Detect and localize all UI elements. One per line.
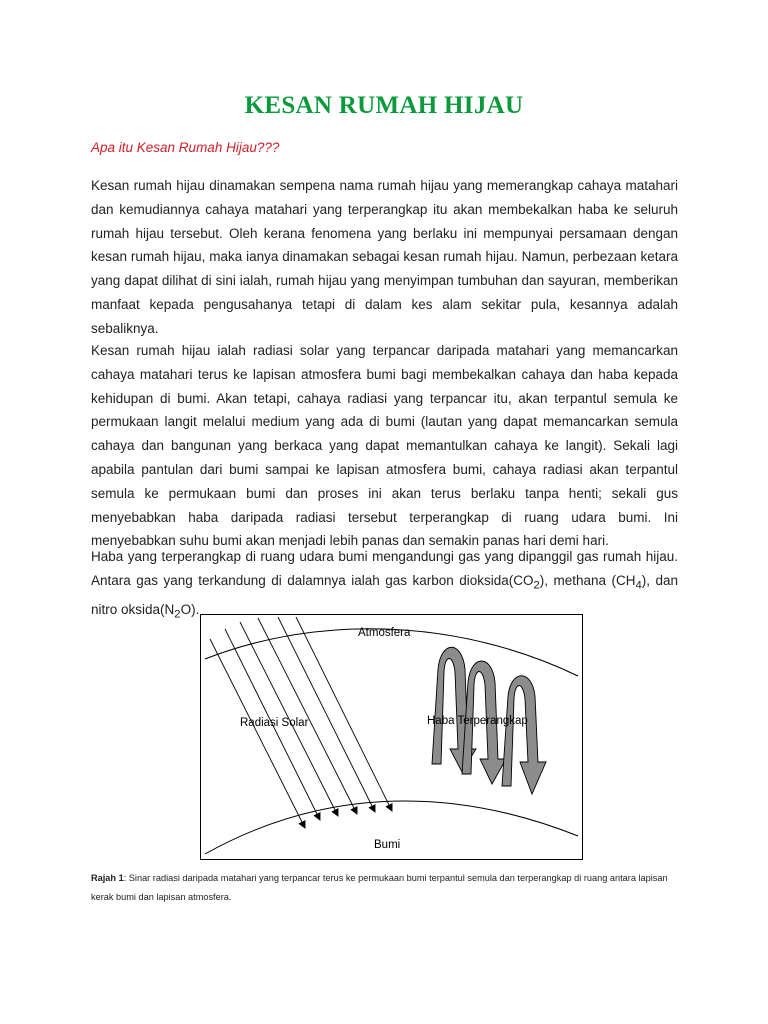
label-bumi: Bumi <box>374 839 401 851</box>
caption-text: : Sinar radiasi daripada matahari yang terpancar terus ke permukaan bumi terpantul semula dan terperangkap di ruang antara lapisan kerak bumi dan lapisan atmosfera. <box>91 873 668 902</box>
gases-text-intro: Haba yang terperangkap di ruang udara bumi mengandungi gas yang dipanggil gas rumah hijau. Antara gas yang terkandung di dalamnya ialah gas karbon dioksida( <box>91 549 678 588</box>
ch4-formula: $CH_4$ <box>616 572 642 592</box>
figure-caption <box>91 869 691 907</box>
co2-formula: $CO_2$ <box>513 572 540 592</box>
greenhouse-diagram <box>200 614 583 860</box>
page-title: KESAN RUMAH HIJAU <box>244 92 524 119</box>
paragraph-explanation: Kesan rumah hijau ialah radiasi solar yang terpancar daripada matahari yang memancarkan cahaya matahari terus ke lapisan atmosfera bumi bagi membekalkan cahaya dan haba kepada kehidupan di bumi. Akan tetapi, cahaya radiasi yang terpancar itu, akan terpantul semula ke permukaan langit melalui medium yang ada di bumi (lautan yang dapat memancarkan semula cahaya dan bangunan yang berkaca yang dapat memantulkan cahaya ke langit). Sekali lagi apabila pantulan dari bumi sampai ke lapisan atmosfera bumi, cahaya radiasi akan terpantul semula ke permukaan bumi dan proses ini akan terus berlaku tanpa henti; sekali gus menyebabkan haba daripada radiasi tersebut terperangkap di ruang udara bumi. Ini menyebabkan suhu bumi akan menjadi lebih panas dan semakin panas hari demi hari. <box>91 343 678 549</box>
diagram-frame <box>201 615 583 860</box>
label-haba-terperangkap: Haba Terperangkap <box>427 715 528 727</box>
n2o-formula: $N_2O$ <box>164 602 192 621</box>
paragraph-intro: Kesan rumah hijau dinamakan sempena nama rumah hijau yang memerangkap cahaya matahari dan kemudiannya cahaya matahari yang terperangkap itu akan membekalkan haba ke seluruh rumah hijau tersebut. Oleh kerana fenomena yang berlaku ini mempunyai persamaan dengan kesan rumah hijau, maka ianya dinamakan sebagai kesan rumah hijau. Namun, perbezaan ketara yang dapat dilihat di sini ialah, rumah hijau yang menyimpan tumbuhan dan sayuran, memberikan manfaat kepada pengusahanya tetapi di dalam kes alam sekitar pula, kesannya adalah sebaliknya. <box>91 178 678 336</box>
label-radiasi-solar: Radiasi Solar <box>240 717 309 729</box>
label-atmosfera: Atmosfera <box>358 627 411 639</box>
gases-text-mid1: ), methana ( <box>539 572 616 588</box>
gases-text-mid2: ), dan nitro oksida( <box>91 572 679 618</box>
gases-text-end: ). <box>191 602 200 618</box>
caption-label: Rajah 1 <box>91 873 124 883</box>
section-subtitle: Apa itu Kesan Rumah Hijau??? <box>91 140 280 155</box>
